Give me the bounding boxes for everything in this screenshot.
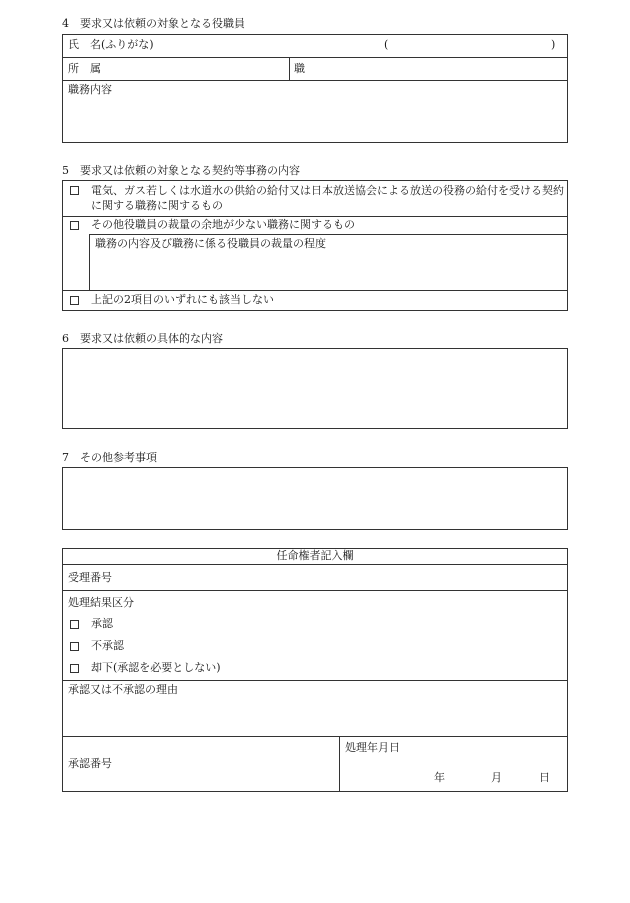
reason-field[interactable]: [66, 698, 564, 734]
option1-text: 電気、ガス若しくは水道水の供給の給付又は日本放送協会による放送の役務の給付を受ける契約に関する職務に関するもの: [91, 184, 564, 212]
result-label: 処理結果区分: [68, 596, 134, 609]
duties-field[interactable]: [66, 98, 564, 140]
option3-text: 上記の2項目のいずれにも該当しない: [91, 293, 274, 306]
divider: [62, 216, 568, 217]
divider: [62, 680, 568, 681]
name-paren-close: ): [551, 38, 556, 51]
name-paren-open: (: [384, 38, 389, 51]
divider: [62, 80, 568, 81]
result-dismiss-checkbox[interactable]: [70, 664, 79, 673]
section-4-heading: 4 要求又は依頼の対象となる役職員: [62, 17, 245, 30]
divider: [62, 290, 568, 291]
section-6-heading: 6 要求又は依頼の具体的な内容: [62, 332, 223, 345]
divider: [89, 234, 90, 290]
divider: [339, 736, 340, 792]
option2-checkbox[interactable]: [70, 221, 79, 230]
receipt-number-field[interactable]: [130, 566, 564, 588]
result-approve-label: 承認: [91, 617, 113, 630]
divider: [62, 564, 568, 565]
option3-checkbox[interactable]: [70, 296, 79, 305]
approval-number-label: 承認番号: [68, 757, 112, 770]
result-reject-checkbox[interactable]: [70, 642, 79, 651]
divider: [62, 590, 568, 591]
result-approve-checkbox[interactable]: [70, 620, 79, 629]
option2-detail-field[interactable]: [92, 252, 564, 288]
date-year-label: 年: [434, 771, 445, 784]
name-field[interactable]: [180, 36, 560, 56]
authority-title: 任命権者記入欄: [276, 549, 354, 562]
section-6-field[interactable]: [62, 348, 568, 429]
divider: [289, 57, 290, 80]
section-5-heading: 5 要求又は依頼の対象となる契約等事務の内容: [62, 164, 300, 177]
divider: [62, 736, 568, 737]
receipt-number-label: 受理番号: [68, 571, 112, 584]
post-label: 職: [294, 62, 305, 75]
section-7-field[interactable]: [62, 467, 568, 530]
option2-detail-label: 職務の内容及び職務に係る役職員の裁量の程度: [95, 237, 326, 250]
result-dismiss-label: 却下(承認を必要としない): [91, 661, 221, 674]
divider: [62, 57, 568, 58]
option1-checkbox[interactable]: [70, 186, 79, 195]
dept-label: 所 属: [68, 62, 101, 75]
section-7-heading: 7 その他参考事項: [62, 451, 157, 464]
divider: [89, 234, 568, 235]
option2-text: その他役職員の裁量の余地が少ない職務に関するもの: [91, 218, 355, 231]
date-month-label: 月: [491, 771, 502, 784]
duties-label: 職務内容: [68, 83, 112, 96]
approval-number-field[interactable]: [130, 740, 334, 788]
date-day-label: 日: [539, 771, 550, 784]
dept-field[interactable]: [110, 59, 286, 79]
processing-date-label: 処理年月日: [345, 741, 400, 754]
post-field[interactable]: [312, 59, 564, 79]
reason-label: 承認又は不承認の理由: [68, 683, 178, 696]
name-label: 氏 名(ふりがな): [68, 38, 154, 51]
result-reject-label: 不承認: [91, 639, 124, 652]
